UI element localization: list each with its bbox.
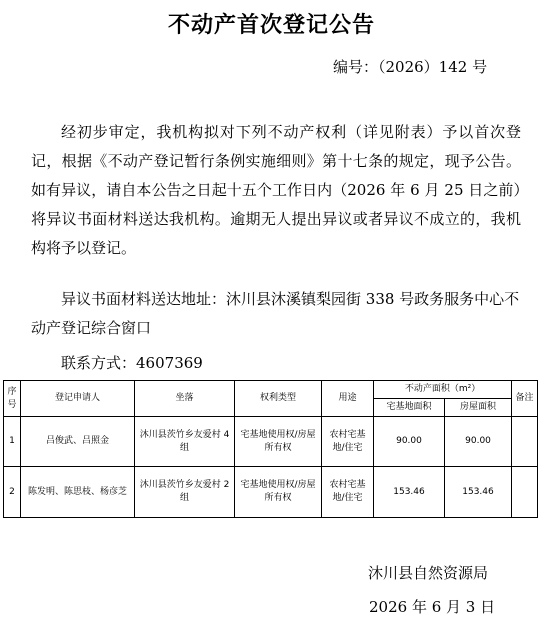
- cell-right-type: 宅基地使用权/房屋所有权: [235, 467, 322, 518]
- header-location: 坐落: [135, 381, 235, 417]
- header-applicant: 登记申请人: [21, 381, 135, 417]
- contact-label: 联系方式：: [61, 354, 137, 372]
- issue-date: 2026 年 6 月 3 日: [369, 598, 496, 616]
- cell-seq: 1: [4, 417, 21, 467]
- cell-remark: [512, 417, 538, 467]
- header-usage: 用途: [322, 381, 374, 417]
- objection-address-paragraph: 异议书面材料送达地址：沐川县沐溪镇梨园街 338 号政务服务中心不动产登记综合窗口: [31, 290, 520, 337]
- property-table: [3, 380, 538, 518]
- header-remark: 备注: [512, 381, 538, 417]
- cell-house-area: 153.46: [445, 467, 512, 518]
- table-row: [4, 417, 538, 467]
- header-area-group: 不动产面积（m²）: [374, 381, 512, 399]
- cell-usage: 农村宅基地/住宅: [322, 467, 374, 518]
- cell-land-area: 90.00: [374, 417, 445, 467]
- cell-land-area: 153.46: [374, 467, 445, 518]
- header-right-type: 权利类型: [235, 381, 322, 417]
- cell-location: 沐川县茨竹乡友爱村 2 组: [135, 467, 235, 518]
- header-house-area: 房屋面积: [445, 399, 512, 417]
- document-number: 编号：（2026）142 号: [333, 58, 488, 76]
- contact-line: [61, 349, 543, 378]
- cell-remark: [512, 467, 538, 518]
- cell-location: 沐川县茨竹乡友爱村 4 组: [135, 417, 235, 467]
- header-seq: 序号: [4, 381, 21, 417]
- issuing-authority: 沐川县自然资源局: [368, 564, 489, 582]
- contact-phone: 4607369: [136, 354, 203, 372]
- notice-title: 不动产首次登记公告: [167, 13, 375, 38]
- cell-applicant: 陈发明、陈思枝、杨彦芝: [21, 467, 135, 518]
- notice-paragraph-1: 经初步审定，我机构拟对下列不动产权利（详见附表）予以首次登记，根据《不动产登记暂行条例实施细则》第十七条的规定，现予公告。如有异议，请自本公告之日起十五个工作日内（2026 年 6 月 25 日之前）将异议书面材料送达我机构。逾期无人提出异议或者异议不成立的，我机构将予以登记。: [31, 123, 521, 257]
- cell-house-area: 90.00: [445, 417, 512, 467]
- cell-usage: 农村宅基地/住宅: [322, 417, 374, 467]
- header-land-area: 宅基地面积: [374, 399, 445, 417]
- cell-right-type: 宅基地使用权/房屋所有权: [235, 417, 322, 467]
- cell-applicant: 吕俊武、吕照金: [21, 417, 135, 467]
- table-row: [4, 467, 538, 518]
- cell-seq: 2: [4, 467, 21, 518]
